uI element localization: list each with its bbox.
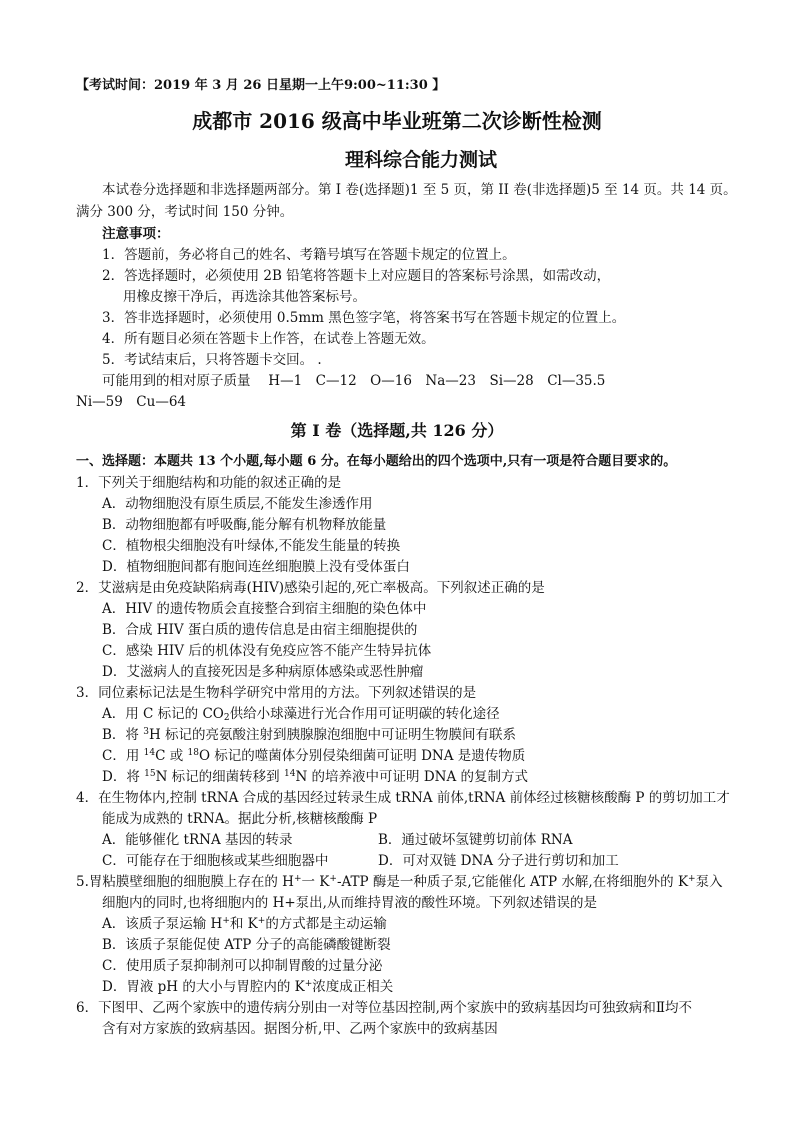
- intro-line-2: 满分 300 分，考试时间 150 分钟。: [76, 204, 294, 220]
- question-6-stem: 6．下图甲、乙两个家族中的遗传病分别由一对等位基因控制,两个家族中的致病基因均可独致病和Ⅱ均不: [76, 1000, 693, 1016]
- question-5-option-c: C．使用质子泵抑制剂可以抑制胃酸的过量分泌: [102, 958, 383, 974]
- atomic-mass-line-2: Ni—59 Cu—64: [76, 394, 187, 410]
- question-3-option-c: [102, 747, 525, 765]
- superscript: 14: [283, 769, 296, 779]
- superscript: +: [293, 874, 302, 884]
- text-fragment: 的方式都是主动运输: [265, 916, 387, 932]
- text-fragment: 一 K: [301, 874, 330, 890]
- question-4-option-d: D．可对双链 DNA 分子进行剪切和加工: [378, 853, 619, 869]
- question-1-option-b: B．动物细胞都有呼吸酶,能分解有机物释放能量: [102, 517, 387, 533]
- question-5-stem-cont: 细胞内的同时,也将细胞内的 H+泵出,从而维持胃液的酸性环境。下列叙述错误的是: [102, 895, 597, 911]
- question-4-option-c: C．可能存在于细胞核或某些细胞器中: [102, 853, 329, 869]
- notes-item: 3．答非选择题时，必须使用 0.5mm 黑色签字笔，将答案书写在答题卡规定的位置上。: [102, 310, 626, 326]
- subscript: 2: [223, 713, 230, 723]
- section-instruction: 一、选择题：本题共 13 个小题,每小题 6 分。在每小题给出的四个选项中,只有一项是符合题目要求的。: [76, 454, 677, 469]
- question-4-stem: 4．在生物体内,控制 tRNA 合成的基因经过转录生成 tRNA 前体,tRNA 前体经过核糖核酸酶 P 的剪切加工才: [76, 790, 730, 806]
- question-4-option-a: A．能够催化 tRNA 基因的转录: [102, 832, 293, 848]
- atomic-mass-line-1: 可能用到的相对原子质量 H—1 C—12 O—16 Na—23 Si—28 Cl—35.5: [102, 373, 606, 389]
- question-5-option-a: [102, 915, 387, 933]
- superscript: +: [304, 979, 313, 989]
- section-title: 第 I 卷（选择题,共 126 分）: [290, 421, 504, 440]
- text-fragment: A．该质子泵运输 H: [102, 916, 223, 932]
- text-fragment: 供给小球藻进行光合作用可证明碳的转化途径: [229, 706, 500, 722]
- question-1-option-a: A．动物细胞没有原生质层,不能发生渗透作用: [102, 496, 373, 512]
- superscript: 15: [144, 769, 156, 779]
- text-fragment: 5.胃粘膜壁细胞的细胞膜上存在的 H: [76, 874, 294, 890]
- question-2-option-d: D．艾滋病人的直接死因是多种病原体感染或恶性肿瘤: [102, 664, 424, 680]
- question-4-stem-cont: 能成为成熟的 tRNA。据此分析,核糖核酸酶 P: [102, 811, 378, 827]
- question-4-option-b: B．通过破坏氢键剪切前体 RNA: [378, 832, 573, 848]
- notes-item: 1．答题前，务必将自己的姓名、考籍号填写在答题卡规定的位置上。: [102, 247, 516, 263]
- question-3-stem: 3．同位素标记法是生物科学研究中常用的方法。下列叙述错误的是: [76, 685, 477, 701]
- superscript: +: [329, 874, 337, 884]
- notes-item: 2．答选择题时，必须使用 2B 铅笔将答题卡上对应题目的答案标号涂黑，如需改动，: [102, 268, 611, 284]
- text-fragment: 和 K: [229, 916, 258, 932]
- exam-time: 【考试时间：2019 年 3 月 26 日星期一上午9:00~11:30 】: [76, 78, 446, 93]
- superscript: 3: [143, 727, 149, 737]
- notes-item: 5．考试结束后，只将答题卡交回。 .: [102, 352, 322, 368]
- exam-subtitle: 理科综合能力测试: [344, 149, 497, 171]
- question-5-option-b: B．该质子泵能促使 ATP 分子的高能磷酸键断裂: [102, 937, 391, 953]
- question-5-stem: [76, 873, 723, 891]
- text-fragment: H 标记的亮氨酸注射到胰腺腺泡细胞中可证明生物膜间有联系: [148, 727, 517, 743]
- text-fragment: A．用 C 标记的 CO: [102, 706, 224, 722]
- intro-line-1: 本试卷分选择题和非选择题两部分。第 I 卷(选择题)1 至 5 页，第 II 卷(非选择题)5 至 14 页。共 14 页。: [102, 182, 737, 198]
- question-6-stem-cont: 含有对方家族的致病基因。据图分析,甲、乙两个家族中的致病基因: [102, 1021, 498, 1037]
- superscript: +: [222, 916, 230, 926]
- question-2-option-b: B．合成 HIV 蛋白质的遗传信息是由宿主细胞提供的: [102, 622, 418, 638]
- question-5-option-d: [102, 978, 393, 996]
- text-fragment: C 或: [155, 748, 188, 764]
- question-3-option-b: [102, 726, 516, 744]
- question-2-option-c: C．感染 HIV 后的机体没有免疫应答不能产生特异抗体: [102, 643, 432, 659]
- text-fragment: N 标记的细菌转移到: [155, 769, 284, 785]
- text-fragment: B．将: [102, 727, 144, 743]
- text-fragment: O 标记的噬菌体分别侵染细菌可证明 DNA 是遗传物质: [198, 748, 526, 764]
- text-fragment: C．用: [102, 748, 144, 764]
- question-3-option-d: [102, 768, 528, 786]
- text-fragment: 浓度成正相关: [312, 979, 394, 995]
- notes-item: 用橡皮擦干净后，再选涂其他答案标号。: [123, 289, 366, 305]
- question-2-option-a: A．HIV 的遗传物质会直接整合到宿主细胞的染色体中: [102, 601, 427, 617]
- exam-title: 成都市 2016 级高中毕业班第二次诊断性检测: [192, 109, 602, 133]
- text-fragment: D．将: [102, 769, 145, 785]
- superscript: +: [688, 874, 696, 884]
- text-fragment: N 的培养液中可证明 DNA 的复制方式: [295, 769, 529, 785]
- question-3-option-a: [102, 705, 500, 723]
- question-1-option-c: C．植物根尖细胞没有叶绿体,不能发生能量的转换: [102, 538, 401, 554]
- superscript: 14: [143, 748, 156, 758]
- notes-heading: 注意事项：: [102, 226, 170, 242]
- text-fragment: D．胃液 pH 的大小与胃腔内的 K: [102, 979, 305, 995]
- question-1-stem: 1．下列关于细胞结构和功能的叙述正确的是: [76, 475, 342, 491]
- text-fragment: 泵入: [695, 874, 723, 890]
- superscript: +: [257, 916, 266, 926]
- question-2-stem: 2．艾滋病是由免疫缺陷病毒(HIV)感染引起的,死亡率极高。下列叙述正确的是: [76, 580, 545, 596]
- notes-item: 4．所有题目必须在答题卡上作答，在试卷上答题无效。: [102, 331, 435, 347]
- question-1-option-d: D．植物细胞间都有胞间连丝细胞膜上没有受体蛋白: [102, 559, 410, 575]
- superscript: 18: [187, 748, 199, 758]
- text-fragment: -ATP 酶是一种质子泵,它能催化 ATP 水解,在将细胞外的 K: [336, 874, 689, 890]
